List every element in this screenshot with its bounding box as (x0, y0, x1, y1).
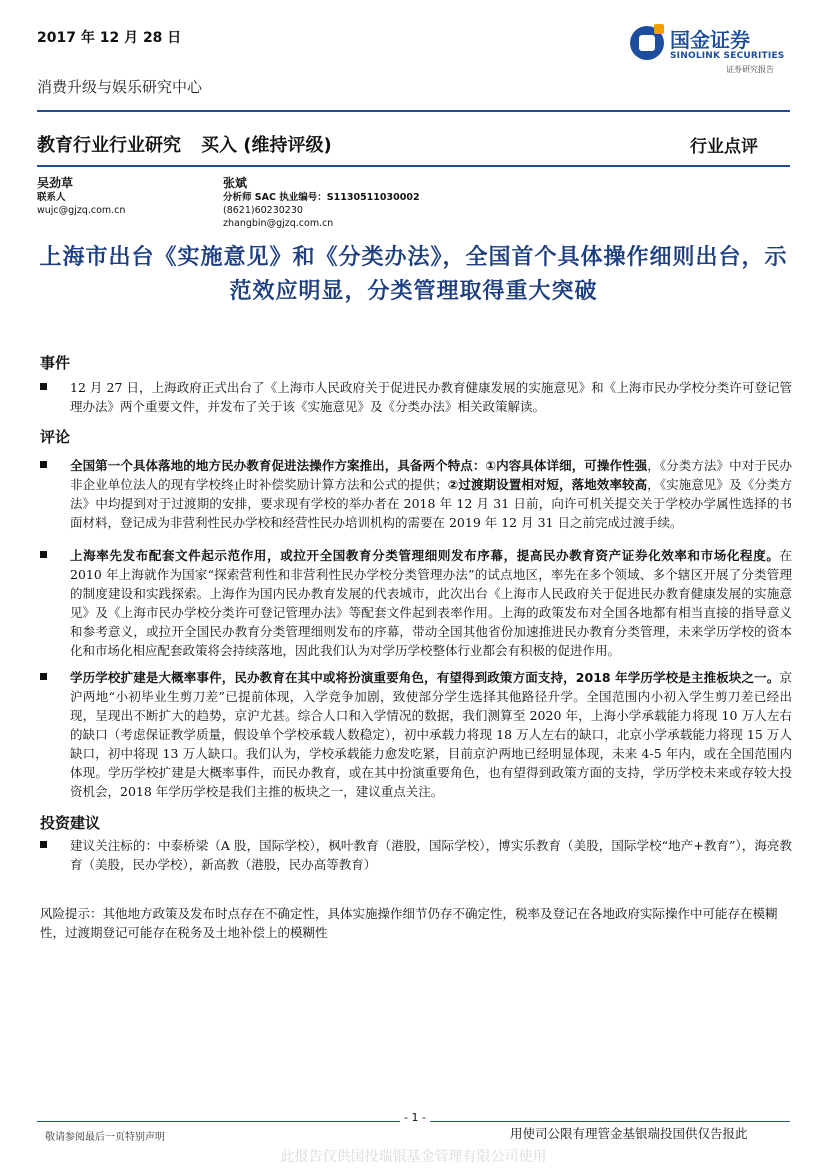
logo-accent-icon (654, 24, 664, 34)
analyst-role: 联系人 (37, 192, 66, 203)
section-heading-event: 事件 (40, 354, 71, 372)
analyst-card (37, 175, 125, 217)
bullet-icon (40, 383, 47, 390)
report-category-line (37, 131, 352, 157)
analyst-phone: (8621)60230230 (223, 205, 303, 216)
event-paragraph (40, 378, 792, 416)
report-category: 教育行业行业研究 (37, 135, 181, 156)
analyst-name: 张斌 (223, 176, 248, 190)
invest-text: 建议关注标的：中泰桥梁（A 股，国际学校），枫叶教育（港股，国际学校），博实乐教育（美股，国际学校“地产+教育”），海亮教育（美股，民办学校），新高教（港股，民办高等教育） (70, 838, 792, 872)
page-number: - 1 - (400, 1111, 430, 1124)
comment-bold-b: ②过渡期设置相对短，落地效率较高 (447, 477, 648, 492)
comment-text-b: ，《实施意见》及《分类方法》中均提到对于过渡期的安排，要求现有学校的举办者在 2018 年 12 月 31 日前，向许可机关提交关于学校办学属性选择的书面材料，登记成为非营利性民办学校和经营性民办培训机构的需要在 2019 年 12 月 31 日之前完成过渡手续。 (70, 477, 792, 530)
bullet-icon (40, 841, 47, 848)
rating: 买入 (维持评级) (201, 135, 332, 156)
comment-paragraph (40, 668, 792, 801)
comment-bold: 上海率先发布配套文件起示范作用，或拉开全国教育分类管理细则发布序幕，提高民办教育资产证券化效率和市场化程度。 (70, 548, 780, 563)
logo-name-cn: 国金证券 (670, 28, 750, 52)
analyst-role: 分析师 SAC 执业编号：S1130511030002 (223, 192, 420, 203)
invest-paragraph (40, 836, 792, 874)
bullet-icon (40, 673, 47, 680)
logo-subtitle: 证券研究报告 (726, 65, 774, 74)
comment-paragraph (40, 456, 792, 532)
comment-paragraph (40, 546, 792, 660)
comment-bold: 学历学校扩建是大概率事件，民办教育在其中或将扮演重要角色，有望得到政策方面支持，2018 年学历学校是主推板块之一。 (70, 670, 780, 685)
analyst-email[interactable]: zhangbin@gjzq.com.cn (223, 218, 334, 229)
subheader-rule (37, 165, 790, 167)
logo-mark-inner (639, 35, 655, 51)
analyst-email[interactable]: wujc@gjzq.com.cn (37, 205, 126, 216)
report-title: 上海市出台《实施意见》和《分类办法》，全国首个具体操作细则出台，示范效应明显，分类管理取得重大突破 (39, 244, 788, 304)
header-rule (37, 110, 790, 112)
event-text: 12 月 27 日，上海政府正式出台了《上海市人民政府关于促进民办教育健康发展的实施意见》和《上海市民办学校分类许可登记管理办法》两个重要文件，并发布了关于该《实施意见》及《分类办法》相关政策解读。 (70, 380, 792, 414)
section-heading-comment: 评论 (40, 428, 71, 446)
research-center: 消费升级与娱乐研究中心 (37, 78, 203, 96)
report-date: 2017 年 12 月 28 日 (37, 30, 182, 46)
risk-warning: 风险提示：其他地方政策及发布时点存在不确定性，具体实施操作细节仍存不确定性，税率及登记在各地政府实际操作中可能存在模糊性，过渡期登记可能存在税务及土地补偿上的模糊性 (40, 906, 778, 940)
footer-disclaimer: 敬请参阅最后一页特别声明 (45, 1132, 165, 1143)
comment-text: 在 2010 年上海就作为国家“探索营利性和非营利性民办学校分类管理办法”的试点地区，率先在多个领域、多个辖区开展了分类管理的制度建设和实践探索。上海作为国内民办教育发展的代表城市，此次出台《上海市人民政府关于促进民办教育健康发展的实施意见》及《上海市民办学校分类许可登记管理办法》等配套文件起到表率作用。上海的政策发布对全国各地都有相当直接的指导意义和参考意义，或拉开全国民办教育分类管理细则发布的序幕，带动全国其他省份加速推进民办教育分类管理，未来学历学校的资本化和市场化相应配套政策将会持续落地，因此我们认为对学历学校整体行业都会有积极的促进作用。 (70, 548, 792, 658)
analyst-card (223, 175, 420, 230)
comment-bold: 全国第一个具体落地的地方民办教育促进法操作方案推出，具备两个特点：①内容具体详细，可操作性强 (70, 458, 648, 473)
comment-text: ，《分类方法》中对于民办非企业单位法人的现有学校终止时补偿奖励计算方法和公式的提供； (70, 458, 792, 492)
section-heading-invest: 投资建议 (40, 814, 101, 832)
watermark: 此报告仅供国投瑞银基金管理有限公司使用 (280, 1149, 547, 1165)
report-type-tag: 行业点评 (690, 137, 758, 157)
footer-usage-note: 用使司公限有理管金基银瑞投国供仅告报此 (510, 1126, 748, 1141)
bullet-icon (40, 551, 47, 558)
bullet-icon (40, 461, 47, 468)
comment-text: 京沪两地“小初毕业生剪刀差”已提前体现，入学竞争加剧，致使部分学生选择其他路径升学。全国范围内小初入学生剪刀差已经出现，呈现出不断扩大的趋势，京沪尤甚。综合人口和入学情况的数据，我们测算至 2020 年，上海小学承载能力将现 10 万人左右的缺口（考虑保证教学质量，假设单个学校承载人数稳定），初中承载力将现 18 万人左右的缺口，北京小学承载能力将现 15 万人缺口，初中将现 13 万人缺口。我们认为，学校承载能力愈发吃紧，目前京沪两地已经明显体现，未来 4-5 年内，或在全国范围内体现。学历学校扩建是大概率事件，而民办教育，或在其中扮演重要角色，也有望得到政策方面的支持，学历学校未来或存较大投资机会，2018 年学历学校是我们主推的板块之一，建议重点关注。 (70, 670, 792, 799)
logo-name-en: SINOLINK SECURITIES (670, 51, 785, 61)
analyst-name: 吴劲草 (37, 176, 74, 190)
sinolink-logo (630, 22, 800, 78)
